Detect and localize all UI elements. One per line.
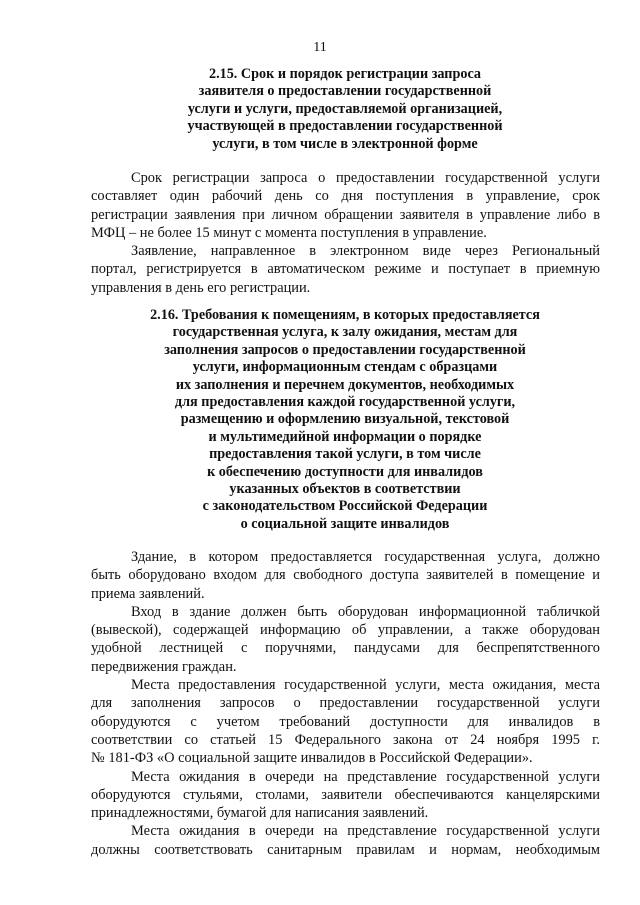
paragraph: [91, 676, 600, 767]
text-line: Заявление, направленное в электронном виде через Региональный: [131, 243, 600, 260]
heading-line: для предоставления каждой государственной услуги,: [174, 394, 516, 411]
heading-line: их заполнения и перечнем документов, необходимых: [175, 376, 515, 393]
paragraph: [91, 822, 600, 859]
text-line: Срок регистрации запроса о предоставлении государственной услуги: [131, 170, 600, 186]
paragraph: [91, 548, 600, 603]
text-line: регистрации заявления при личном обращении заявителя в управление либо в: [91, 206, 600, 223]
heading-line: услуги, в том числе в электронной форме: [212, 135, 478, 152]
paragraph: [91, 603, 600, 676]
text-line: Здание, в котором предоставляется государственная услуга, должно: [131, 549, 600, 565]
paragraph: [91, 768, 600, 823]
text-line: для заполнения запросов о предоставлении государственной услуги: [91, 695, 600, 712]
heading-line: размещению и оформлению визуальной, текстовой: [180, 411, 510, 428]
heading-line: и мультимедийной информации о порядке: [208, 428, 482, 445]
text-line: МФЦ – не более 15 минут с момента поступления в управление.: [91, 224, 487, 241]
heading-line: участвующей в предоставлении государственной: [187, 118, 503, 135]
paragraph: [91, 242, 600, 297]
section-2-16-heading: [80, 307, 610, 533]
text-line: портал, регистрируется в автоматическом режиме и поступает в приемную: [91, 261, 600, 278]
section-2-15-body: [91, 169, 600, 297]
heading-line: к обеспечению доступности для инвалидов: [207, 463, 483, 480]
heading-line: указанных объектов в соответствии: [229, 481, 461, 498]
paragraph: [91, 169, 600, 242]
section-2-15-heading: [80, 66, 610, 153]
heading-line: заполнения запросов о предоставлении государственной: [164, 341, 526, 358]
heading-line: о социальной защите инвалидов: [240, 515, 450, 532]
text-line: составляет один рабочий день со дня поступления в управление, срок: [91, 188, 600, 205]
heading-line: услуги и услуги, предоставляемой организацией,: [187, 100, 503, 117]
text-line: (вывеской), содержащей информацию об управлении, а также оборудован: [91, 622, 600, 639]
text-line: передвижения граждан.: [91, 658, 237, 675]
text-line: быть оборудовано входом для свободного доступа заявителей в помещение и: [91, 567, 600, 584]
text-line: должны соответствовать санитарным правилам и нормам, необходимым: [91, 841, 600, 858]
text-line: № 181-ФЗ «О социальной защите инвалидов в Российской Федерации».: [91, 750, 533, 767]
text-line: оборудуются стульями, столами, заявители обеспечиваются канцелярскими: [91, 786, 600, 803]
heading-line: с законодательством Российской Федерации: [202, 498, 488, 515]
heading-line: 2.16. Требования к помещениям, в которых предоставляется: [150, 307, 540, 323]
text-line: соответствии со статьей 15 Федерального закона от 24 ноября 1995 г.: [91, 731, 600, 748]
page-number: 11: [313, 40, 327, 55]
text-line: оборудуются с учетом требований доступности для инвалидов в: [91, 713, 600, 730]
text-line: Вход в здание должен быть оборудован информационной табличкой: [131, 603, 600, 620]
heading-line: государственная услуга, к залу ожидания, местам для: [172, 324, 518, 341]
text-line: Места ожидания в очереди на представление государственной услуги: [131, 823, 600, 840]
text-line: принадлежностями, бумагой для написания заявлений.: [91, 805, 429, 822]
text-line: управления в день его регистрации.: [91, 279, 311, 296]
text-line: Места предоставления государственной услуги, места ожидания, места: [131, 677, 600, 694]
heading-line: услуги, информационным стендам с образцами: [192, 359, 498, 376]
section-2-16-body: [91, 548, 600, 859]
heading-line: 2.15. Срок и порядок регистрации запроса: [208, 66, 482, 82]
text-line: удобной лестницей с поручнями, пандусами для беспрепятственного: [91, 640, 600, 657]
text-line: приема заявлений.: [91, 585, 205, 602]
heading-line: заявителя о предоставлении государственной: [198, 83, 492, 100]
text-line: Места ожидания в очереди на представление государственной услуги: [131, 768, 600, 785]
heading-line: предоставления такой услуги, в том числе: [209, 446, 481, 463]
